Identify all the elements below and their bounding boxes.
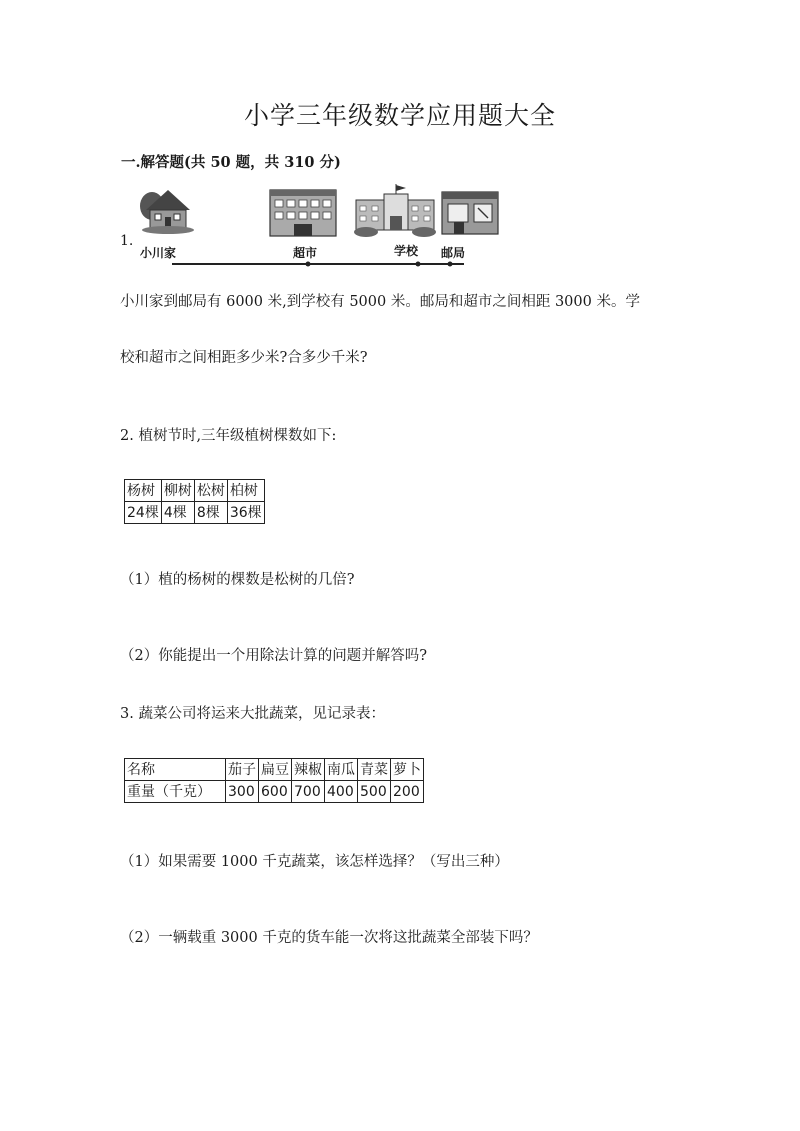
table-header-cell: 茄子 xyxy=(226,759,259,781)
post-office-building-icon xyxy=(442,192,498,234)
question-2-sub-2: （2）你能提出一个用除法计算的问题并解答吗? xyxy=(120,648,427,664)
place-label-school: 学校 xyxy=(394,244,419,258)
table-cell: 300 xyxy=(226,781,259,803)
table-row xyxy=(125,759,424,781)
vegetable-weight-table xyxy=(124,758,424,803)
place-label-home: 小川家 xyxy=(140,246,177,260)
table-cell: 24棵 xyxy=(125,502,162,524)
table-header-cell: 南瓜 xyxy=(325,759,358,781)
question-3-sub-2: （2）一辆载重 3000 千克的货车能一次将这批蔬菜全部装下吗？ xyxy=(120,930,538,946)
table-header-cell: 柏树 xyxy=(227,480,264,502)
table-cell: 400 xyxy=(325,781,358,803)
table-cell: 4棵 xyxy=(161,502,194,524)
section-heading: 一.解答题(共 50 题，共 310 分) xyxy=(121,154,341,171)
school-marker xyxy=(416,262,421,267)
table-header-cell: 松树 xyxy=(194,480,227,502)
table-row xyxy=(125,781,424,803)
table-cell: 36棵 xyxy=(227,502,264,524)
map-illustration xyxy=(138,184,510,268)
house-icon xyxy=(140,190,194,234)
table-header-cell: 柳树 xyxy=(161,480,194,502)
question-2-intro: 2. 植树节时,三年级植树棵数如下: xyxy=(120,428,337,444)
table-cell: 600 xyxy=(259,781,292,803)
question-1-number: 1. xyxy=(120,233,134,249)
question-2-sub-1: （1）植的杨树的棵数是松树的几倍? xyxy=(120,572,355,588)
table-cell: 重量（千克） xyxy=(125,781,226,803)
supermarket-building-icon xyxy=(270,190,336,236)
tree-count-table xyxy=(124,479,265,524)
table-header-cell: 青菜 xyxy=(358,759,391,781)
table-row xyxy=(125,480,265,502)
place-label-post-office: 邮局 xyxy=(441,246,466,260)
table-header-cell: 辣椒 xyxy=(292,759,325,781)
place-label-supermarket: 超市 xyxy=(293,246,318,260)
supermarket-marker xyxy=(306,262,311,267)
question-1-text-line-2: 校和超市之间相距多少米?合多少千米? xyxy=(120,350,368,366)
table-cell: 200 xyxy=(391,781,424,803)
question-1-text-line-1: 小川家到邮局有 6000 米,到学校有 5000 米。邮局和超市之间相距 3000 米。学 xyxy=(120,294,640,310)
table-cell: 8棵 xyxy=(194,502,227,524)
page-title: 小学三年级数学应用题大全 xyxy=(243,101,556,130)
school-building-icon xyxy=(354,184,436,237)
table-header-cell: 杨树 xyxy=(125,480,162,502)
table-header-cell: 萝卜 xyxy=(391,759,424,781)
table-cell: 500 xyxy=(358,781,391,803)
table-cell: 700 xyxy=(292,781,325,803)
question-3-sub-1: （1）如果需要 1000 千克蔬菜，该怎样选择？（写出三种） xyxy=(120,854,509,870)
table-header-cell: 名称 xyxy=(125,759,226,781)
table-row xyxy=(125,502,265,524)
table-header-cell: 扁豆 xyxy=(259,759,292,781)
post-office-marker xyxy=(448,262,453,267)
question-3-intro: 3. 蔬菜公司将运来大批蔬菜，见记录表： xyxy=(120,706,385,722)
